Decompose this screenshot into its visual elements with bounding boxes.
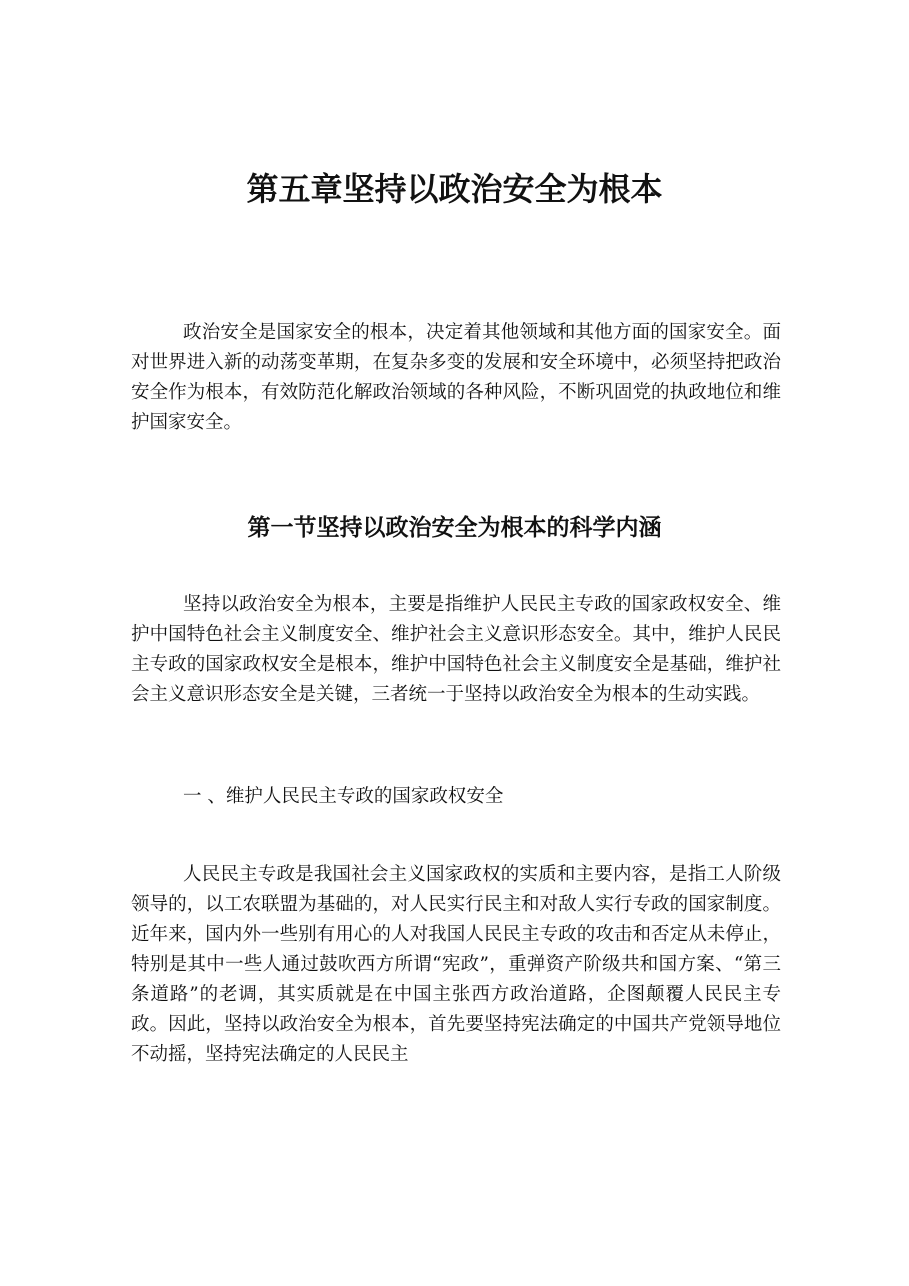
body-paragraph: 人民民主专政是我国社会主义国家政权的实质和主要内容，是指工人阶级领导的，以工农联盟为基础的，对人民实行民主和对敌人实行专政的国家制度。近年来，国内外一些别有用心的人对我国人民民主专政的攻击和否定从未停止，特别是其中一些人通过鼓吹西方所谓“宪政”，重弹资产阶级共和国方案、“第三条道路”的老调，其实质就是在中国主张西方政治道路，企图颠覆人民民主专政。因此，坚持以政治安全为根本，首先要坚持宪法确定的中国共产党领导地位不动摇，坚持宪法确定的人民民主	[131, 864, 781, 1065]
subheading: 一 、维护人民民主专政的国家政权安全	[183, 786, 504, 807]
intro-paragraph: 政治安全是国家安全的根本，决定着其他领域和其他方面的国家安全。面对世界进入新的动荡变革期，在复杂多变的发展和安全环境中，必须坚持把政治安全作为根本，有效防范化解政治领域的各种风险，不断巩固党的执政地位和维护国家安全。	[131, 322, 781, 433]
chapter-title: 第五章坚持以政治安全为根本	[246, 170, 663, 208]
section-paragraph: 坚持以政治安全为根本，主要是指维护人民民主专政的国家政权安全、维护中国特色社会主义制度安全、维护社会主义意识形态安全。其中，维护人民民主专政的国家政权安全是根本，维护中国特色社会主义制度安全是基础，维护社会主义意识形态安全是关键，三者统一于坚持以政治安全为根本的生动实践。	[131, 594, 781, 705]
section-title: 第一节坚持以政治安全为根本的科学内涵	[247, 514, 662, 541]
